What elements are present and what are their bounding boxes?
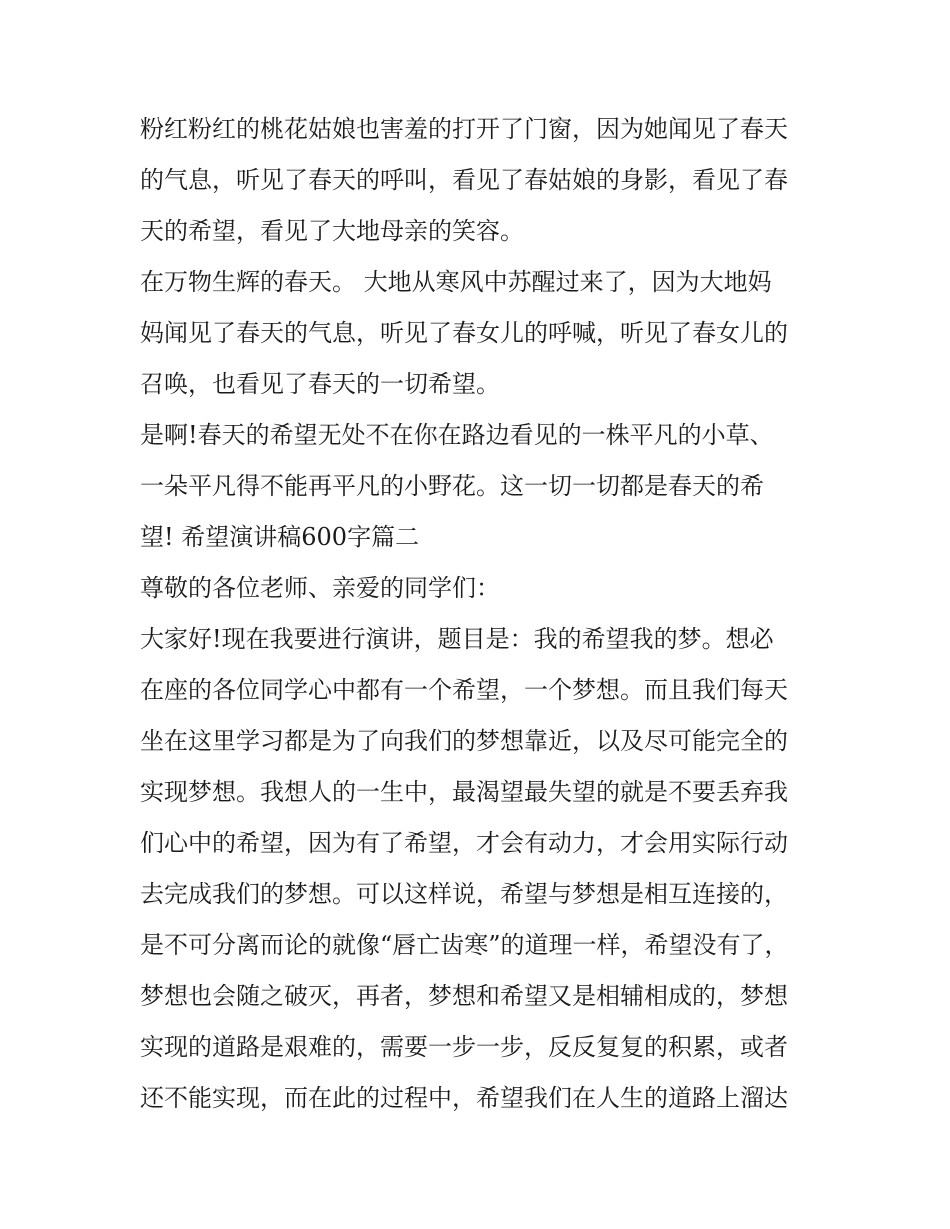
text-line: 还不能实现，而在此的过程中，希望我们在人生的道路上溜达 xyxy=(140,1084,788,1112)
text-line: 坐在这里学习都是为了向我们的梦想靠近，以及尽可能完全的 xyxy=(140,727,788,755)
text-line: 梦想也会随之破灭，再者，梦想和希望又是相辅相成的，梦想 xyxy=(140,982,788,1010)
text-line: 召唤，也看见了春天的一切希望。 xyxy=(140,370,500,398)
text-line: 实现梦想。我想人的一生中，最渴望最失望的就是不要丢弃我 xyxy=(140,778,788,806)
text-line: 大家好!现在我要进行演讲，题目是：我的希望我的梦。想必 xyxy=(140,625,774,653)
text-line: 在座的各位同学心中都有一个希望，一个梦想。而且我们每天 xyxy=(140,676,788,704)
text-line: 去完成我们的梦想。可以这样说，希望与梦想是相互连接的， xyxy=(140,880,788,908)
text-line: 是不可分离而论的就像“唇亡齿寒”的道理一样，希望没有了， xyxy=(140,931,789,959)
salutation-line: 尊敬的各位老师、亲爱的同学们： xyxy=(140,574,500,602)
section-heading-line: 望! 希望演讲稿600字篇二 xyxy=(140,523,420,551)
text-line: 一朵平凡得不能再平凡的小野花。这一切一切都是春天的希 xyxy=(140,472,764,500)
text-line: 天的希望，看见了大地母亲的笑容。 xyxy=(140,217,524,245)
text-line: 粉红粉红的桃花姑娘也害羞的打开了门窗，因为她闻见了春天 xyxy=(140,115,788,143)
document-body xyxy=(140,104,812,1124)
text-line: 们心中的希望，因为有了希望，才会有动力，才会用实际行动 xyxy=(140,829,788,857)
text-line: 妈闻见了春天的气息，听见了春女儿的呼喊，听见了春女儿的 xyxy=(140,319,788,347)
text-line: 的气息，听见了春天的呼叫，看见了春姑娘的身影，看见了春 xyxy=(140,166,788,194)
text-line: 在万物生辉的春天。 大地从寒风中苏醒过来了，因为大地妈 xyxy=(140,268,772,296)
text-line: 是啊!春天的希望无处不在你在路边看见的一株平凡的小草、 xyxy=(140,421,774,449)
text-line: 实现的道路是艰难的，需要一步一步，反反复复的积累，或者 xyxy=(140,1033,788,1061)
